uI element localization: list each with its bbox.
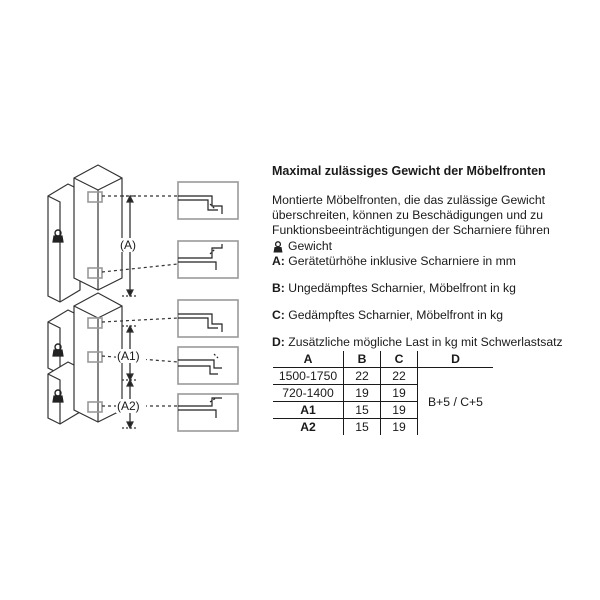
definition-c: C: Gedämpftes Scharnier, Möbelfront in kg (272, 308, 504, 322)
table-row: 720-1400 19 19 (273, 385, 493, 402)
page-title: Maximal zulässiges Gewicht der Möbelfronten (272, 164, 546, 178)
table-row: A1 15 19 (273, 402, 493, 419)
weight-icon (272, 241, 284, 253)
intro-text: Montierte Möbelfronten, die das zulässige Gewicht überschreiten, können zu Beschädigungen und zu Funktionsbeeinträchtigungen der Scharniere führen (272, 193, 550, 237)
weight-info (272, 164, 592, 350)
upper-cabinet (48, 165, 122, 302)
table-d-value: B+5 / C+5 (418, 368, 494, 436)
hinge-detail-bottom (178, 241, 238, 278)
definition-a: A: Gerätetürhöhe inklusive Scharniere in mm (272, 254, 516, 268)
table-header: A B C D (273, 351, 493, 368)
dimension-a-label: (A) (120, 238, 136, 252)
weight-legend-label: Gewicht (288, 239, 333, 253)
appliance-diagram (0, 0, 260, 600)
definition-d: D: Zusätzliche mögliche Last in kg mit Schwerlastsatz (272, 335, 563, 349)
lower-cabinet (48, 293, 122, 424)
table-row: 1500-1750 22 22 B+5 / C+5 (273, 368, 493, 385)
table-row: A2 15 19 (273, 419, 493, 436)
weight-legend (272, 239, 592, 254)
definition-b: B: Ungedämpftes Scharnier, Möbelfront in kg (272, 281, 516, 295)
dimension-a2-label: (A2) (117, 399, 140, 413)
weight-table (273, 351, 493, 435)
dimension-a1-label: (A1) (117, 349, 140, 363)
